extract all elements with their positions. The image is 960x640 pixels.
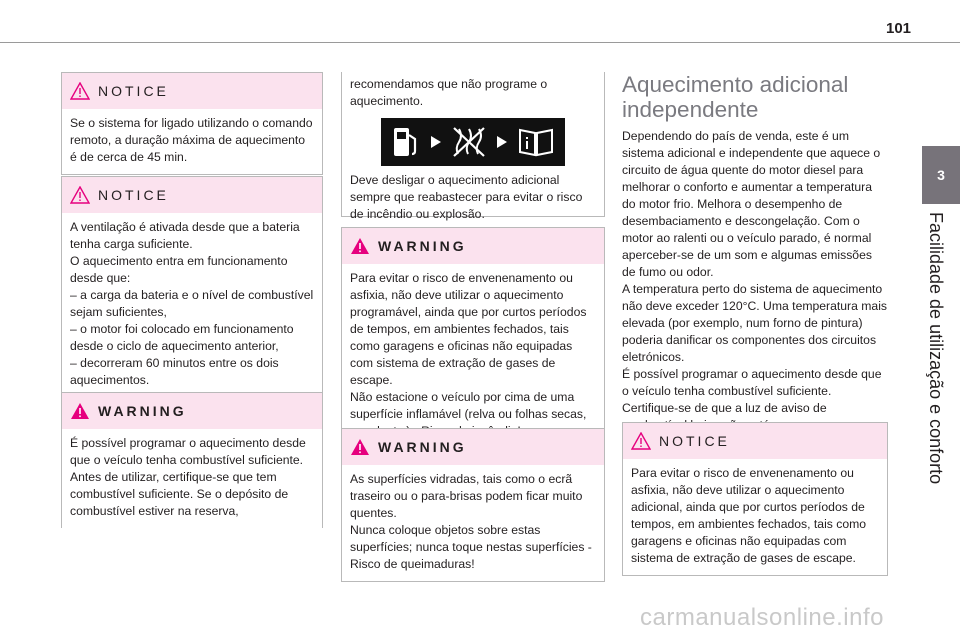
continued-text: recomendamos que não programe o aquecimento. [350,77,548,108]
arrow-right-icon [430,135,442,149]
warning-filled-icon [70,402,90,420]
notice-label: NOTICE [659,433,730,449]
notice-text: Se o sistema for ligado utilizando o comando remoto, a duração máxima de aquecimento é de cerca de 45 min. [70,116,313,164]
warning-filled-icon [350,237,370,255]
manual-book-icon [517,126,555,158]
warning-box-1 [61,392,323,528]
notice-box-1 [61,72,323,175]
continued-text: Deve desligar o aquecimento adicional sempre que reabastecer para evitar o risco de incêndio ou explosão. [350,173,583,221]
watermark: carmanualsonline.info [640,604,884,631]
warning-label: WARNING [98,403,187,419]
warning-header [342,429,604,465]
notice-label: NOTICE [98,187,169,203]
notice-header [62,177,322,213]
notice-text: Para evitar o risco de envenenamento ou asfixia, não deve utilizar o aquecimento adicional, ainda que por curtos períodos de tempos, em ambientes fechados, tais como garagens e oficinas não equipadas com sistema de extração de gases de escape. [631,466,867,565]
notice-text: A ventilação é ativada desde que a bateria tenha carga suficiente. O aquecimento entra em funcionamento desde que: – a carga da bateria e o nível de combustível sejam suficientes, – o motor foi colocado em funcionamento desde o ciclo de aquecimento anterior, – decorreram 60 minutos entre os dois aquecimentos. [70,220,314,387]
notice-header [62,73,322,109]
chapter-title: Facilidade de utilização e conforto [926,212,946,485]
notice-label: NOTICE [98,83,169,99]
warning-label: WARNING [378,439,467,455]
refuel-icon-strip [381,118,565,166]
warning-header [342,228,604,264]
notice-header [623,423,887,459]
warning-box-2 [341,227,605,449]
warning-header [62,393,322,429]
warning-text: É possível programar o aquecimento desde que o veículo tenha combustível suficiente. Antes de utilizar, certifique-se que tem combustível suficiente. Se o depósito de combustível estiver na reserva, [70,436,306,518]
notice-box-2 [61,176,323,398]
warning-outline-icon [631,432,651,450]
continued-warning-box [341,72,605,221]
warning-filled-icon [350,438,370,456]
arrow-right-icon [496,135,508,149]
warning-label: WARNING [378,238,467,254]
notice-box-3 [622,422,888,576]
header-divider [0,42,960,43]
warning-text: As superfícies vidradas, tais como o ecrã traseiro ou o para-brisas podem ficar muito quentes. Nunca coloque objetos sobre estas superfícies; nunca toque nestas superfícies - Risco de queimaduras! [350,472,592,571]
warning-outline-icon [70,186,90,204]
warning-outline-icon [70,82,90,100]
no-heating-icon [450,124,488,160]
section-title: Aquecimento adicional independente [622,72,849,122]
page-number: 101 [886,20,912,37]
chapter-tab[interactable]: 3 [922,146,960,204]
warning-text: Para evitar o risco de envenenamento ou asfixia, não deve utilizar o aquecimento programável, ainda que por curtos períodos de tempos, em ambientes fechados, tais como garagens e oficinas não equipadas com sistema de extração de gases de escape. Não estacione o veículo por cima de uma superfície inflamável (relva ou folhas secas, [350,271,587,421]
fuel-pump-icon [391,125,421,159]
warning-box-3 [341,428,605,582]
section-body: Dependendo do país de venda, este é um sistema adicional e independente que aquece o circuito de água quente do motor diesel para melhorar o conforto e aumentar a temperatura do motor frio. Melhora o desempenho de desembaciamento e descongelação. Com o motor ao ralenti ou o veículo parado, é normal aperceber-se de um som e algumas emissões de fumo ou odor. A temperatura perto do sistema de aquecimento não deve exceder 120°C. Uma temperatura mais elevada (por exemplo, num forno de pintura) poderia danificar os componentes dos circuitos eletrónicos. É possível programar o aquecimento desde que o veículo tenha combustível suficiente. Certifique-se de que a luz de aviso de [622,129,888,415]
